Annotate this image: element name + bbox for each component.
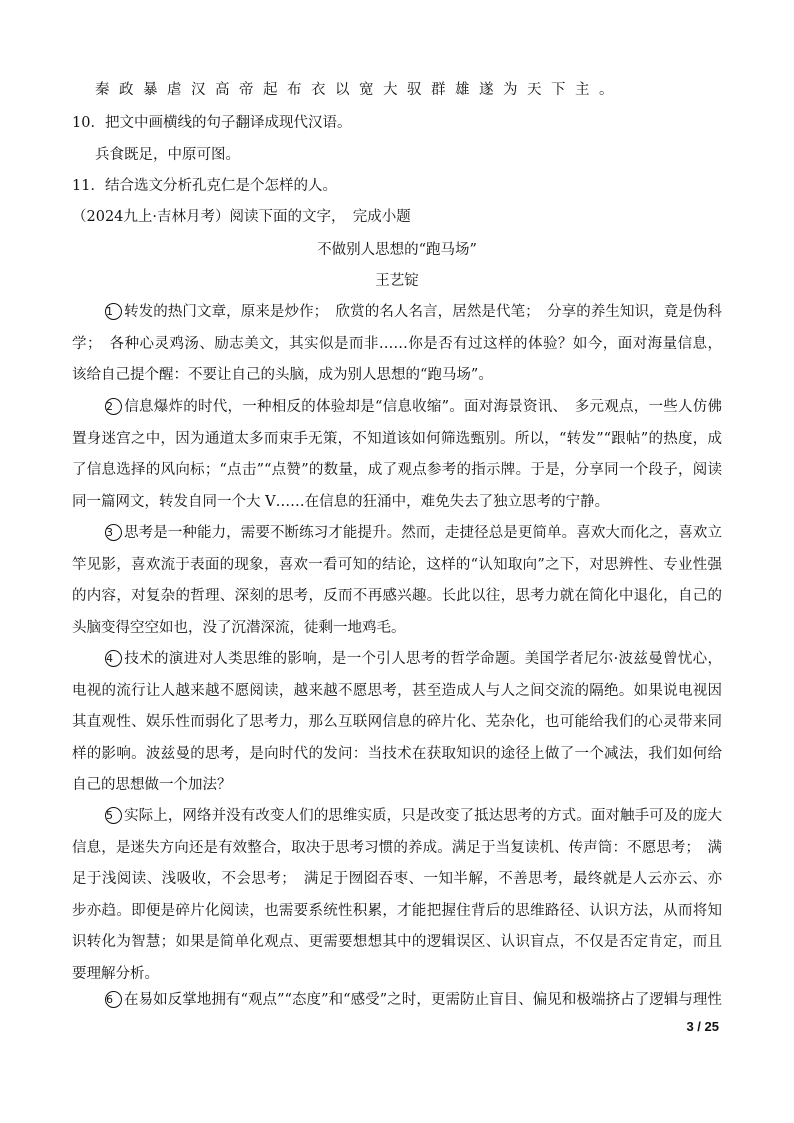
paragraph-line: 样的影响。波兹曼的思考，是向时代的发问：当技术在获取知识的途径上做了一个减法，我们如何给 (72, 745, 722, 762)
paragraph-line: 6 在易如反掌地拥有“观点”“态度”和“感受”之时，更需防止盲目、偏见和极端挤占了逻辑与理性 (106, 992, 722, 1008)
paragraph-number-badge: 1 (105, 303, 122, 320)
paragraph-line: 自己的思想做一个加法？ (72, 777, 232, 793)
paragraph-line: 学； 各种心灵鸡汤、励志美文，其实似是而非……你是否有过这样的体验？如今，面对海量信息， (72, 335, 722, 352)
paragraph-line: 步亦趋。即便是碎片化阅读，也需要系统性积累，才能把握住背后的思维路径、认识方法，从而将知 (72, 902, 722, 919)
paragraph-line: 电视的流行让人越来越不愿阅读，越来越不愿思考，甚至造成人与人之间交流的隔绝。如果说电视因 (72, 682, 722, 699)
paragraph-5 (72, 801, 722, 990)
question-11: 11．结合选文分析孔克仁是个怎样的人。 (72, 178, 337, 194)
article-title: 不做别人思想的“跑马场” (317, 242, 477, 258)
paragraph-line: 了信息选择的风向标；“点击”“点赞”的数量，成了观点参考的指示牌。于是，分享同一个段子，阅读 (72, 462, 722, 478)
paragraph-line: 竿见影，喜欢流于表面的现象，喜欢一看可知的结论，这样的“认知取向”之下，对思辨性、专业性强 (72, 556, 722, 573)
paragraph-6 (72, 985, 722, 1017)
paragraph-line: 5 实际上，网络并没有改变人们的思维实质，只是改变了抵达思考的方式。面对触手可及的庞大 (106, 808, 722, 824)
paragraph-line: 要理解分析。 (72, 965, 159, 982)
paragraph-3 (72, 518, 722, 644)
page-number: 3 / 25 (686, 1019, 719, 1034)
paragraph-number-badge: 5 (105, 807, 122, 824)
paragraph-line: 头脑变得空空如也，没了沉潜深流，徒剩一地鸡毛。 (72, 619, 406, 636)
paragraph-4 (72, 644, 722, 802)
paragraph-line: 3 思考是一种能力，需要不断练习才能提升。然而，走捷径总是更简单。喜欢大而化之，喜欢立 (106, 525, 722, 541)
paragraph-line: 足于浅阅读、浅吸收，不会思考； 满足于囫囵吞枣、一知半解，不善思考，最终就是人云亦云、亦 (72, 871, 722, 887)
section-intro: （2024九上·吉林月考）阅读下面的文字， 完成小题 (72, 209, 411, 225)
paragraph-line: 4 技术的演进对人类思维的影响，是一个引人思考的哲学命题。美国学者尼尔·波兹曼曾忧心， (106, 651, 722, 667)
classical-text-line: 秦政暴虐汉高帝起布衣以宽大驭群雄遂为天下主。 (95, 82, 623, 98)
paragraph-line: 同一篇网文，转发自同一个大 V……在信息的狂涌中，难免失去了独立思考的宁静。 (72, 493, 610, 510)
paragraph-2 (72, 392, 722, 518)
paragraph-number-badge: 4 (105, 650, 122, 667)
paragraph-line: 1 转发的热门文章，原来是炒作； 欣赏的名人名言，居然是代笔； 分享的养生知识，竟是伪科 (106, 304, 722, 320)
paragraph-line: 置身迷宫之中，因为通道太多而束手无策，不知道该如何筛选甄别。所以，“转发”“跟帖”的热度，成 (72, 430, 722, 447)
paragraph-line: 该给自己提个醒：不要让自己的头脑，成为别人思想的“跑马场”。 (72, 367, 493, 383)
paragraph-number-badge: 6 (105, 991, 122, 1008)
paragraph-line: 识转化为智慧；如果是简单化观点、更需要想想其中的逻辑误区、认识盲点，不仅是否定肯定，而且 (72, 934, 722, 950)
paragraph-line: 的内容，对复杂的哲理、深刻的思考，反而不再感兴趣。长此以往，思考力就在简化中退化，自己的 (72, 588, 722, 604)
paragraph-number-badge: 2 (105, 398, 122, 415)
question-10-sentence: 兵食既足，中原可图。 (95, 147, 240, 163)
paragraph-1 (72, 297, 722, 392)
paragraph-line: 信息，是迷失方向还是有效整合，取决于思考习惯的养成。满足于当复读机、传声筒：不愿思考； 满 (72, 839, 722, 856)
article-author: 王艺锭 (375, 273, 419, 289)
question-10: 10．把文中画横线的句子翻译成现代汉语。 (72, 115, 352, 131)
paragraph-number-badge: 3 (105, 524, 122, 541)
paragraph-line: 其直观性、娱乐性而弱化了思考力，那么互联网信息的碎片化、芜杂化，也可能给我们的心灵带来同 (72, 714, 722, 730)
paragraph-line: 2 信息爆炸的时代，一种相反的体验却是“信息收缩”。面对海景资讯、 多元观点，一些人仿佛 (106, 399, 722, 415)
